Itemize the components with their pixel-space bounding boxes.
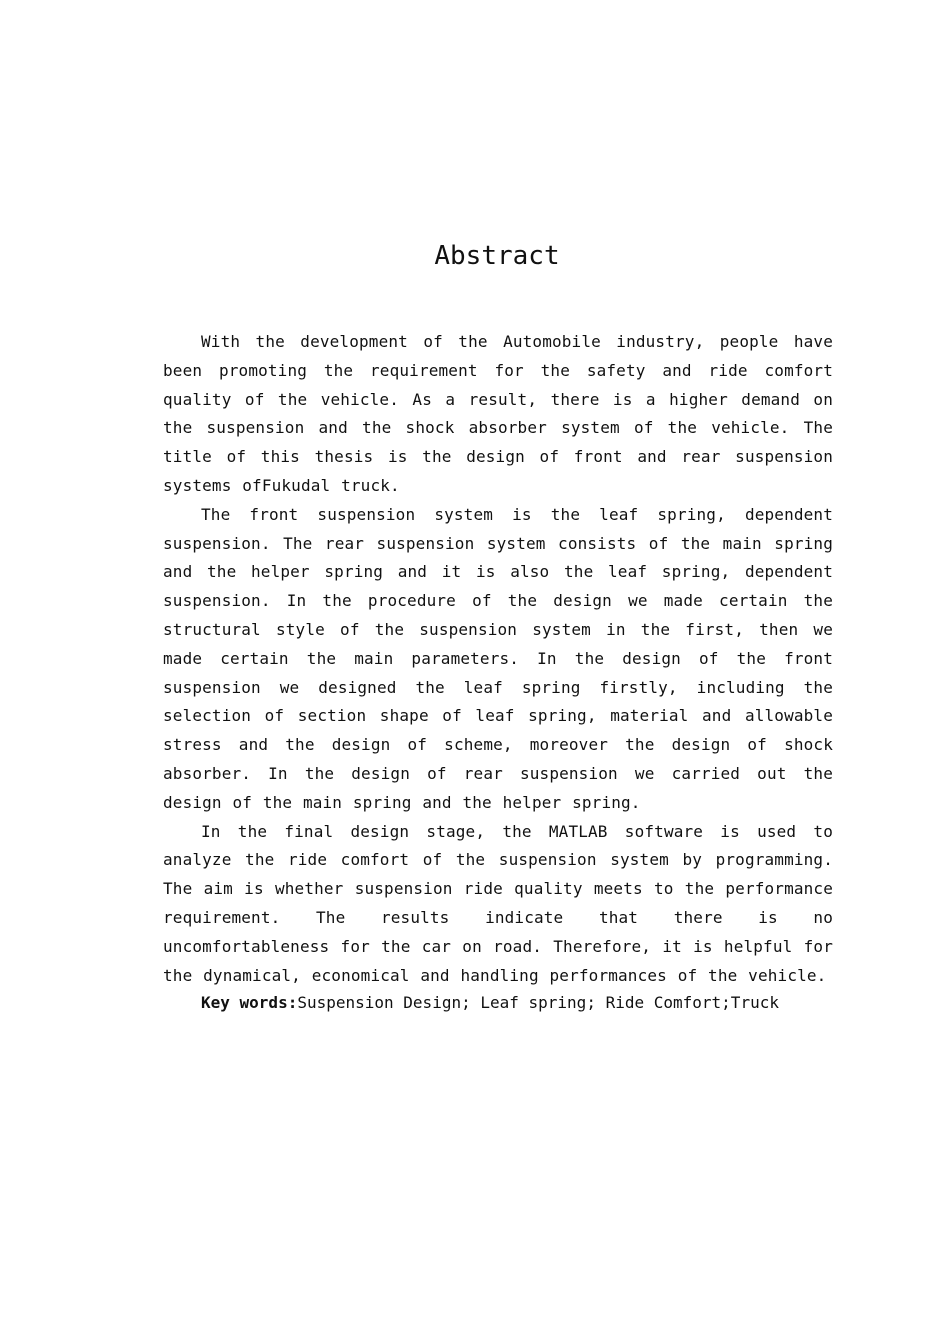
abstract-body [163,328,833,990]
abstract-paragraph-2: The front suspension system is the leaf spring, dependent suspension. The rear suspension system consists of the main spring and the helper spring and it is also the leaf spring, dependent suspension. In the procedure of the design we made certain the structural style of the suspension system in the first, then we made certain the main parameters. In the design of the front suspension we designed the leaf spring firstly, including the selection of section shape of leaf spring, material and allowable stress and the design of scheme, moreover the design of shock absorber. In the design of rear suspension we carried out the design of the main spring and the helper spring. [163,504,833,812]
keywords-text: Suspension Design; Leaf spring; Ride Comfort;Truck [297,993,779,1012]
keywords-label: Key words: [201,993,298,1012]
abstract-paragraph-3: In the final design stage, the MATLAB software is used to analyze the ride comfort of the suspension system by programming. The aim is whether suspension ride quality meets to the performance requirement. The results indicate that there is no uncomfortableness for the car on road. Therefore, it is helpful for the dynamical, economical and handling performances of the vehicle. [163,821,833,985]
page-title: Abstract [434,241,560,271]
abstract-paragraph-1: With the development of the Automobile industry, people have been promoting the requirement for the safety and ride comfort quality of the vehicle. As a result, there is a higher demand on the suspension and the shock absorber system of the vehicle. The title of this thesis is the design of front and rear suspension systems ofFukudal truck. [163,332,833,495]
keywords-line [201,989,841,1017]
